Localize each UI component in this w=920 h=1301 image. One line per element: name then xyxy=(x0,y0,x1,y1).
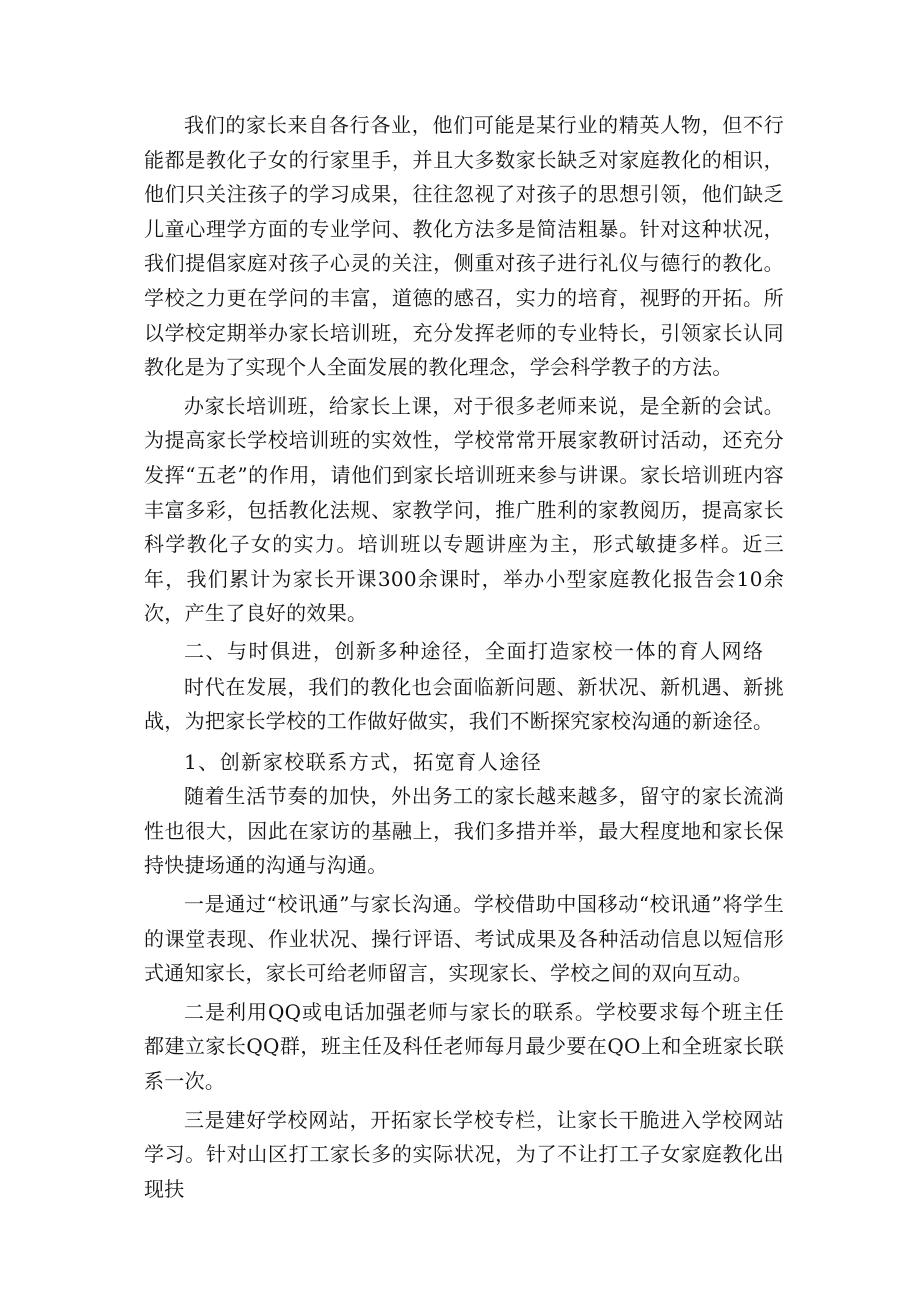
paragraph-parent-background: 我们的家长来自各行各业，他们可能是某行业的精英人物，但不行能都是教化子女的行家里手，并且大多数家长缺乏对家庭教化的相识，他们只关注孩子的学习成果，往往忽视了对孩子的思想引领，他们缺乏儿童心理学方面的专业学问、教化方法多是简洁粗暴。针对这种状况，我们提倡家庭对孩子心灵的关注，侧重对孩子进行礼仪与德行的教化。学校之力更在学问的丰富，道德的感召，实力的培育，视野的开拓。所以学校定期举办家长培训班，充分发挥老师的专业特长，引领家长认同教化是为了实现个人全面发展的教化理念，学会科学教子的方法。 xyxy=(144,113,784,380)
document-page xyxy=(144,108,784,1206)
paragraph-method-1: 一是通过“校讯通”与家长沟通。学校借助中国移动“校讯通”将学生的课堂表现、作业状况、操行评语、考试成果及各种活动信息以短信形式通知家长，家长可给老师留言，实现家长、学校之间的双向互动。 xyxy=(144,892,784,986)
paragraph-method-2: 二是利用QQ或电话加强老师与家长的联系。学校要求每个班主任都建立家长QQ群，班主任及科任老师每月最少要在QO上和全班家长联系一次。 xyxy=(144,999,784,1094)
paragraph-method-3: 三是建好学校网站，开拓家长学校专栏，让家长干脆进入学校网站学习。针对山区打工家长多的实际状况，为了不让打工子女家庭教化出现扶 xyxy=(144,1107,784,1201)
section-heading-2: 二、与时俱进，创新多种途径，全面打造家校一体的育人网络 xyxy=(184,638,765,663)
paragraph-contact-intro: 随着生活节奏的加快，外出务工的家长越来越多，留守的家长流淌性也很大，因此在家访的基融上，我们多措并举，最大程度地和家长保持快捷场通的沟通与沟通。 xyxy=(144,784,784,878)
paragraph-parent-training: 办家长培训班，给家长上课，对于很多老师来说，是全新的会试。为提高家长学校培训班的实效性，学校常常开展家教研讨活动，还充分发挥“五老”的作用，请他们到家长培训班来参与讲课。家长培训班内容丰富多彩，包括教化法规、家教学问，推广胜利的家教阅历，提高家长科学教化子女的实力。培训班以专题讲座为主，形式敏捷多样。近三年，我们累计为家长开课300余课时，举办小型家庭教化报告会10余次，产生了良好的效果。 xyxy=(144,393,784,626)
subsection-heading-1: 1、创新家校联系方式，拓宽育人途径 xyxy=(184,749,543,774)
paragraph-section-intro: 时代在发展，我们的教化也会面临新问题、新状况、新机遇、新挑战，为把家长学校的工作做好做实，我们不断探究家校沟通的新途径。 xyxy=(144,674,784,734)
